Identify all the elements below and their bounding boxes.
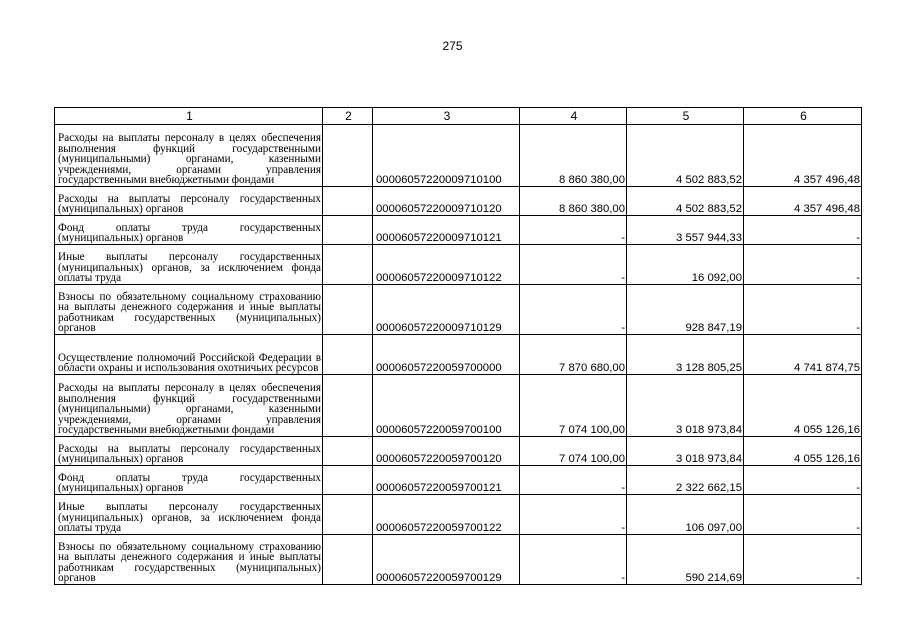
row-approved-amount: 8 860 380,00 <box>520 187 627 216</box>
row-unexecuted-amount: - <box>744 285 862 335</box>
row-description: Расходы на выплаты персоналу в целях обеспечения выполнения функций государственными (муниципальными) органами, казенными учреждениями, органами управления государственными внебюджетными фондами <box>55 375 323 437</box>
row-approved-amount: - <box>520 285 627 335</box>
table-row <box>55 495 862 535</box>
table-header-row <box>55 108 862 125</box>
row-unexecuted-amount: 4 055 126,16 <box>744 375 862 437</box>
row-description: Взносы по обязательному социальному страхованию на выплаты денежного содержания и иные выплаты работникам государственных (муниципальных) органов <box>55 285 323 335</box>
row-col2 <box>323 375 373 437</box>
table-row <box>55 285 862 335</box>
row-code: 00006057220059700100 <box>373 375 520 437</box>
row-unexecuted-amount: - <box>744 216 862 245</box>
row-approved-amount: - <box>520 495 627 535</box>
row-unexecuted-amount: - <box>744 495 862 535</box>
table-row <box>55 335 862 375</box>
table-row <box>55 535 862 585</box>
row-col2 <box>323 285 373 335</box>
row-executed-amount: 3 018 973,84 <box>627 437 744 466</box>
row-col2 <box>323 437 373 466</box>
row-approved-amount: 8 860 380,00 <box>520 125 627 187</box>
row-col2 <box>323 245 373 285</box>
row-description: Иные выплаты персоналу государственных (муниципальных) органов, за исключением фонда оплаты труда <box>55 495 323 535</box>
row-executed-amount: 4 502 883,52 <box>627 125 744 187</box>
row-code: 00006057220009710129 <box>373 285 520 335</box>
row-col2 <box>323 466 373 495</box>
column-header: 2 <box>323 108 373 125</box>
page-number: 275 <box>442 39 463 53</box>
row-approved-amount: - <box>520 245 627 285</box>
row-code: 00006057220059700000 <box>373 335 520 375</box>
row-executed-amount: 590 214,69 <box>627 535 744 585</box>
row-executed-amount: 106 097,00 <box>627 495 744 535</box>
row-unexecuted-amount: 4 741 874,75 <box>744 335 862 375</box>
table-row <box>55 437 862 466</box>
row-description: Взносы по обязательному социальному страхованию на выплаты денежного содержания и иные выплаты работникам государственных (муниципальных) органов <box>55 535 323 585</box>
row-executed-amount: 3 128 805,25 <box>627 335 744 375</box>
column-header: 3 <box>373 108 520 125</box>
row-col2 <box>323 535 373 585</box>
row-description: Иные выплаты персоналу государственных (муниципальных) органов, за исключением фонда оплаты труда <box>55 245 323 285</box>
row-code: 00006057220059700120 <box>373 437 520 466</box>
row-executed-amount: 3 018 973,84 <box>627 375 744 437</box>
row-code: 00006057220009710120 <box>373 187 520 216</box>
row-col2 <box>323 125 373 187</box>
row-description: Фонд оплаты труда государственных (муниципальных) органов <box>55 466 323 495</box>
row-approved-amount: 7 074 100,00 <box>520 375 627 437</box>
row-code: 00006057220009710122 <box>373 245 520 285</box>
row-executed-amount: 2 322 662,15 <box>627 466 744 495</box>
row-description: Фонд оплаты труда государственных (муниципальных) органов <box>55 216 323 245</box>
row-executed-amount: 928 847,19 <box>627 285 744 335</box>
row-col2 <box>323 187 373 216</box>
row-unexecuted-amount: 4 357 496,48 <box>744 125 862 187</box>
row-unexecuted-amount: - <box>744 245 862 285</box>
row-col2 <box>323 216 373 245</box>
column-header: 6 <box>744 108 862 125</box>
table-row <box>55 187 862 216</box>
row-description: Осуществление полномочий Российской Федерации в области охраны и использования охотничьих ресурсов <box>55 335 323 375</box>
row-approved-amount: - <box>520 216 627 245</box>
row-code: 00006057220059700129 <box>373 535 520 585</box>
row-description: Расходы на выплаты персоналу государственных (муниципальных) органов <box>55 187 323 216</box>
row-executed-amount: 16 092,00 <box>627 245 744 285</box>
row-unexecuted-amount: 4 055 126,16 <box>744 437 862 466</box>
row-approved-amount: - <box>520 466 627 495</box>
table-row <box>55 125 862 187</box>
row-code: 00006057220009710121 <box>373 216 520 245</box>
row-description: Расходы на выплаты персоналу государственных (муниципальных) органов <box>55 437 323 466</box>
column-header: 1 <box>55 108 323 125</box>
row-approved-amount: - <box>520 535 627 585</box>
row-unexecuted-amount: - <box>744 466 862 495</box>
row-code: 00006057220059700121 <box>373 466 520 495</box>
row-unexecuted-amount: 4 357 496,48 <box>744 187 862 216</box>
column-header: 4 <box>520 108 627 125</box>
budget-table <box>54 107 862 585</box>
row-approved-amount: 7 074 100,00 <box>520 437 627 466</box>
row-executed-amount: 3 557 944,33 <box>627 216 744 245</box>
table-row <box>55 375 862 437</box>
row-code: 00006057220059700122 <box>373 495 520 535</box>
row-unexecuted-amount: - <box>744 535 862 585</box>
row-description: Расходы на выплаты персоналу в целях обеспечения выполнения функций государственными (муниципальными) органами, казенными учреждениями, органами управления государственными внебюджетными фондами <box>55 125 323 187</box>
row-executed-amount: 4 502 883,52 <box>627 187 744 216</box>
row-col2 <box>323 495 373 535</box>
column-header: 5 <box>627 108 744 125</box>
table-row <box>55 245 862 285</box>
table-row <box>55 216 862 245</box>
row-code: 00006057220009710100 <box>373 125 520 187</box>
row-col2 <box>323 335 373 375</box>
table-row <box>55 466 862 495</box>
row-approved-amount: 7 870 680,00 <box>520 335 627 375</box>
